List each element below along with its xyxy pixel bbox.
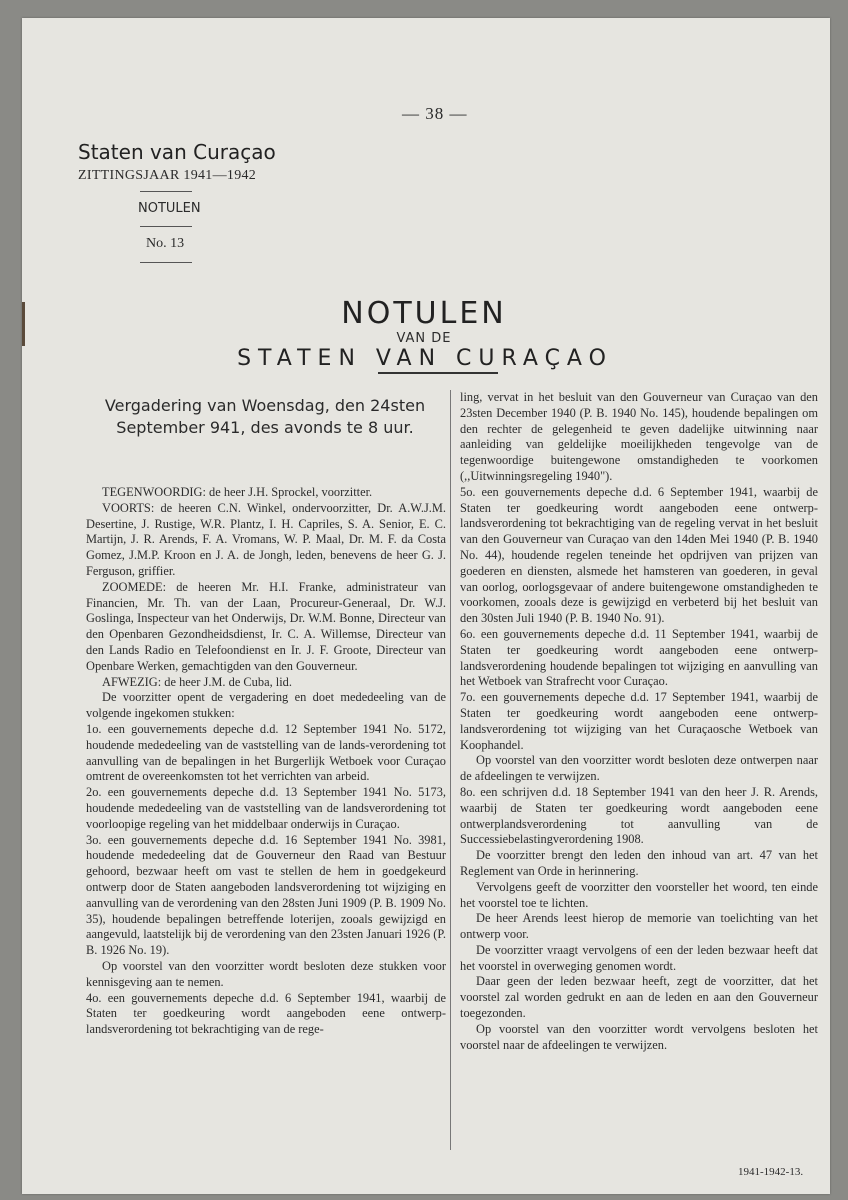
list-item: 7o. een gouvernements depeche d.d. 17 September 1941, waarbij de Staten ter goedkeuring wordt aangeboden eene ontwerp-landsverordening tot wijziging van het Curaçaosche Wetboek van Koophandel. [460, 690, 818, 752]
paragraph: De voorzitter opent de vergadering en doet mededeeling van de volgende ingekomen stukken: [86, 690, 446, 721]
meeting-heading-line1: Vergadering van Woensdag, den 24sten [104, 396, 426, 415]
doc-type-label: NOTULEN [138, 201, 201, 216]
meeting-heading-line2: September 941, des avonds te 8 uur. [116, 418, 414, 437]
footer-code: 1941-1942-13. [738, 1166, 804, 1178]
main-title: NOTULEN [341, 296, 507, 331]
divider [140, 226, 192, 227]
meeting-heading [88, 395, 442, 439]
paragraph: AFWEZIG: de heer J.M. de Cuba, lid. [102, 674, 292, 689]
paragraph: ZOOMEDE: de heeren Mr. H.I. Franke, administrateur van Financien, Mr. Th. van der Laan, Procureur-Generaal, Dr. W.J. Goslinga, Inspecteur van het Onderwijs, Dr. W.M. Bonne, Directeur van den Openbaren Gezondheidsdienst, Ir. C. A. Willemse, Directeur van den Lands Radio en Telefoondienst en Ir. J. F. Groote, Directeur van Openbare Werken, gemachtigden van den Gouverneur. [86, 579, 446, 673]
page-number: — 38 — [402, 104, 468, 123]
paragraph: Op voorstel van den voorzitter wordt besloten deze ontwerpen naar de afdeelingen te verwijzen. [460, 753, 818, 784]
list-item: 5o. een gouvernements depeche d.d. 6 September 1941, waarbij de Staten ter goedkeuring wordt aangeboden eene ontwerp-landsverordening tot bekrachtiging van de regeling vervat in het besluit van den Gouverneur van Curaçao van den 14den Mei 1940 (P. B. 1940 No. 44), houdende regelen teneinde het opdrijven van prijzen van goederen en diensten, alsmede het hamsteren van goederen, in geval van oorlog, oorlogsgevaar of andere buitengewone omstandigheden te voorkomen, zooals deze is gewijzigd en verbeterd bij het besluit van den 30sten Juli 1940 (P. B. 1940 No. 91). [460, 484, 818, 626]
list-item: 8o. een schrijven d.d. 18 September 1941 van den heer J. R. Arends, waarbij de Staten ter goedkeuring wordt aangeboden eene ontwerplandsverordening tot aanvulling van de Successiebelastingverordening 1908. [460, 784, 818, 847]
paragraph: Daar geen der leden bezwaar heeft, zegt de voorzitter, dat het voorstel zal worden gedrukt en aan de leden en aan den Gouverneur toegezonden. [460, 974, 818, 1021]
paragraph: Op voorstel van den voorzitter wordt vervolgens besloten het voorstel naar de afdeelingen te verwijzen. [460, 1021, 818, 1052]
list-item: 3o. een gouvernements depeche d.d. 16 September 1941 No. 3981, houdende mededeeling dat de Gouverneur den Raad van Bestuur gehoord, bezwaar heeft om vast te stellen de hem in goedgekeurd ontwerp door de Staten aangeboden landsverordening tot wijziging en aanvulling van de verordening van den 28sten Juni 1909 (P. B. 1909 No. 35), houdende bepalingen betreffende loterijen, zooals gewijzigd en aangevuld, laatstelijk bij de verordening van den 23sten Januari 1926 (P. B. 1926 No. 19). [86, 832, 446, 958]
list-item: 1o. een gouvernements depeche d.d. 12 September 1941 No. 5172, houdende mededeeling van de vaststelling van de lands-verordening tot aanvulling van de bepalingen in het Burgerlijk Wetboek voor Curaçao omtrent de overeenkomsten tot het verrichten van arbeid. [86, 721, 446, 784]
paragraph: De voorzitter brengt den leden den inhoud van art. 47 van het Reglement van Orde in herinnering. [460, 848, 818, 878]
issue-number: No. 13 [146, 236, 185, 251]
title-staten: STATEN VAN CURAÇAO [237, 346, 613, 371]
paragraph: Vervolgens geeft de voorzitter den voorsteller het woord, ten einde het voorstel toe te lichten. [460, 879, 818, 910]
list-item: 4o. een gouvernements depeche d.d. 6 September 1941, waarbij de Staten ter goedkeuring wordt aangeboden eene ontwerp-landsverordening tot bekrachtiging van de rege- [86, 990, 446, 1037]
paragraph: VOORTS: de heeren C.N. Winkel, ondervoorzitter, Dr. A.W.J.M. Desertine, J. Rustige, W.R. Plantz, I. H. Capriles, S. A. Senior, E. C. Martijn, J. R. Arends, F. A. Vromans, W. P. Maal, Dr. M. F. da Costa Gomez, J.M.P. Kroon en J. A. de Jongh, leden, benevens de heer G. J. Ferguson, griffier. [86, 500, 446, 578]
paragraph: De voorzitter vraagt vervolgens of een der leden bezwaar heeft dat het voorstel in overweging genomen wordt. [460, 942, 818, 973]
right-column [460, 390, 818, 1053]
paragraph: ling, vervat in het besluit van den Gouverneur van Curaçao van den 23sten December 1940 (P. B. 1940 No. 145), houdende bepalingen om den rechter de gelegenheid te geven dadelijke uitwinning naar aanleiding van geldelijke moeilijkheden tengevolge van de tegenwoordige buitengewone omstandigheden te voorkomen (,,Uitwinningsregeling 1940"). [460, 390, 818, 483]
list-item: 6o. een gouvernements depeche d.d. 11 September 1941, waarbij de Staten ter goedkeuring wordt aangeboden eene ontwerp-landsverordening houdende bepalingen tot wijziging en aanvulling van het Wetboek van Strafrecht voor Curaçao. [460, 626, 818, 689]
paragraph: Op voorstel van den voorzitter wordt besloten deze stukken voor kennisgeving aan te nemen. [86, 958, 446, 989]
title-underline [378, 372, 498, 374]
divider [140, 191, 192, 192]
list-item: 2o. een gouvernements depeche d.d. 13 September 1941 No. 5173, houdende mededeeling van de vaststelling van de landsverordening tot voorloopige regeling van het middelbaar onderwijs in Curaçao. [86, 785, 446, 831]
session-year: ZITTINGSJAAR 1941—1942 [78, 168, 257, 183]
title-van-de: VAN DE [396, 331, 452, 346]
paragraph: De heer Arends leest hierop de memorie van toelichting van het ontwerp voor. [460, 911, 818, 942]
left-column [86, 485, 446, 1038]
divider [140, 262, 192, 263]
paragraph: TEGENWOORDIG: de heer J.H. Sprockel, voorzitter. [102, 485, 373, 499]
org-name: Staten van Curaçao [78, 140, 276, 164]
document-page [22, 18, 830, 1194]
column-divider [450, 390, 451, 1150]
